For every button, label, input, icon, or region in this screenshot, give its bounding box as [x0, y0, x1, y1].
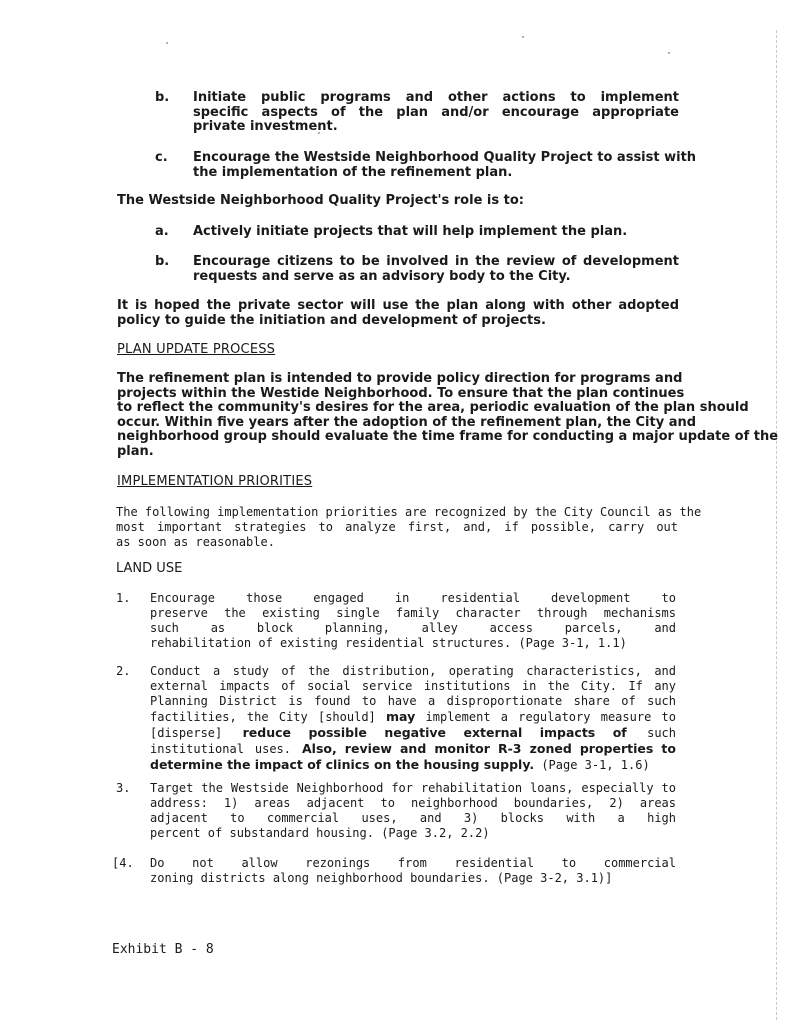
text-line: The following implementation priorities are recognized by the City Council as the: [116, 505, 702, 519]
text-line: to reflect the community's desires for the area, periodic evaluation of the plan should: [117, 400, 749, 415]
list-label: c.: [155, 150, 168, 165]
text-line: specific aspects of the plan and/or encourage appropriate: [193, 104, 679, 120]
scan-speck: [166, 42, 168, 44]
text-line: rehabilitation of existing residential structures. (Page 3-1, 1.1): [150, 636, 627, 650]
list-item-text: [193, 91, 679, 135]
implementation-heading: IMPLEMENTATION PRIORITIES: [117, 474, 313, 489]
text-line: Encourage the Westside Neighborhood Quality Project to assist with: [193, 150, 697, 165]
text-line: Initiate public programs and other actions to implement: [193, 90, 679, 105]
text-line: most important strategies to analyze first, and, if possible, carry out: [116, 520, 678, 534]
text-line: private investment.: [193, 119, 338, 134]
text-line: percent of substandard housing. (Page 3.2, 2.2): [150, 826, 490, 840]
list-label: b.: [155, 90, 170, 105]
land-use-item-text: [150, 856, 676, 886]
scan-edge-line: [776, 30, 777, 1020]
implementation-intro: [116, 505, 702, 550]
list-item-text: [193, 255, 679, 284]
list-item-text: Actively initiate projects that will help implement the plan.: [193, 224, 628, 239]
text-line: projects within the Westide Neighborhood. To ensure that the plan continues: [117, 385, 685, 401]
text-line: such as block planning, alley access parcels, and: [150, 621, 676, 635]
exhibit-footer: Exhibit B - 8: [112, 942, 214, 957]
land-use-item-text: [150, 591, 676, 651]
text-line: address: 1) areas adjacent to neighborhood boundaries, 2) areas: [150, 796, 676, 810]
plan-update-heading: PLAN UPDATE PROCESS: [117, 342, 276, 357]
text-line: occur. Within five years after the adoption of the refinement plan, the City and: [117, 414, 697, 430]
text-line: Target the Westside Neighborhood for rehabilitation loans, especially to: [150, 781, 676, 795]
land-use-item-text: [150, 781, 676, 841]
list-number: [4.: [112, 856, 134, 870]
text-line: as soon as reasonable.: [116, 535, 275, 549]
list-number: 3.: [116, 781, 131, 795]
text-line: preserve the existing single family character through mechanisms: [150, 606, 676, 620]
text-line: the implementation of the refinement plan.: [193, 164, 513, 180]
text-line: policy to guide the initiation and development of projects.: [117, 312, 546, 328]
private-sector-paragraph: [117, 299, 679, 328]
list-label: a.: [155, 224, 169, 239]
list-number: 2.: [116, 664, 131, 678]
text-line: zoning districts along neighborhood boundaries. (Page 3-2, 3.1)]: [150, 871, 613, 885]
inserted-text: Also, review and monitor R-3 zoned properties to determine the impact of clinics on the housing supply.: [150, 741, 676, 772]
list-item-text: [193, 150, 697, 180]
scan-speck: [522, 36, 524, 38]
text-line: adjacent to commercial uses, and 3) blocks with a high: [150, 811, 676, 825]
land-use-item-text: Conduct a study of the distribution, operating characteristics, and external impacts of social service institutions in the City. If any Planning District is found to have a disproportionate share of such factilities, the City [should] may implement a regulatory measure to [disperse] reduce possible negative external impacts of such institutional uses. Also, review and monitor R-3 zoned properties to determine the impact of clinics on the housing supply. (Page 3-1, 1.6): [150, 664, 677, 772]
scan-speck: [668, 52, 670, 54]
text-line: Encourage citizens to be involved in the review of development: [193, 254, 679, 269]
text-line: plan.: [117, 443, 154, 459]
text-line: The refinement plan is intended to provide policy direction for programs and: [117, 371, 683, 386]
land-use-heading: LAND USE: [116, 561, 183, 576]
inserted-text: reduce possible negative external impacts of: [242, 725, 627, 740]
role-intro: The Westside Neighborhood Quality Project's role is to:: [117, 193, 524, 208]
plan-update-body: [117, 371, 779, 459]
text-line: Do not allow rezonings from residential to commercial: [150, 856, 676, 870]
text-line: requests and serve as an advisory body to the City.: [193, 268, 571, 284]
text-line: neighborhood group should evaluate the time frame for conducting a major update of the: [117, 429, 779, 444]
list-number: 1.: [116, 591, 131, 605]
list-label: b.: [155, 254, 170, 269]
inserted-text: may: [386, 709, 416, 724]
text-line: Encourage those engaged in residential development to: [150, 591, 676, 605]
text-line: It is hoped the private sector will use the plan along with other adopted: [117, 298, 679, 313]
